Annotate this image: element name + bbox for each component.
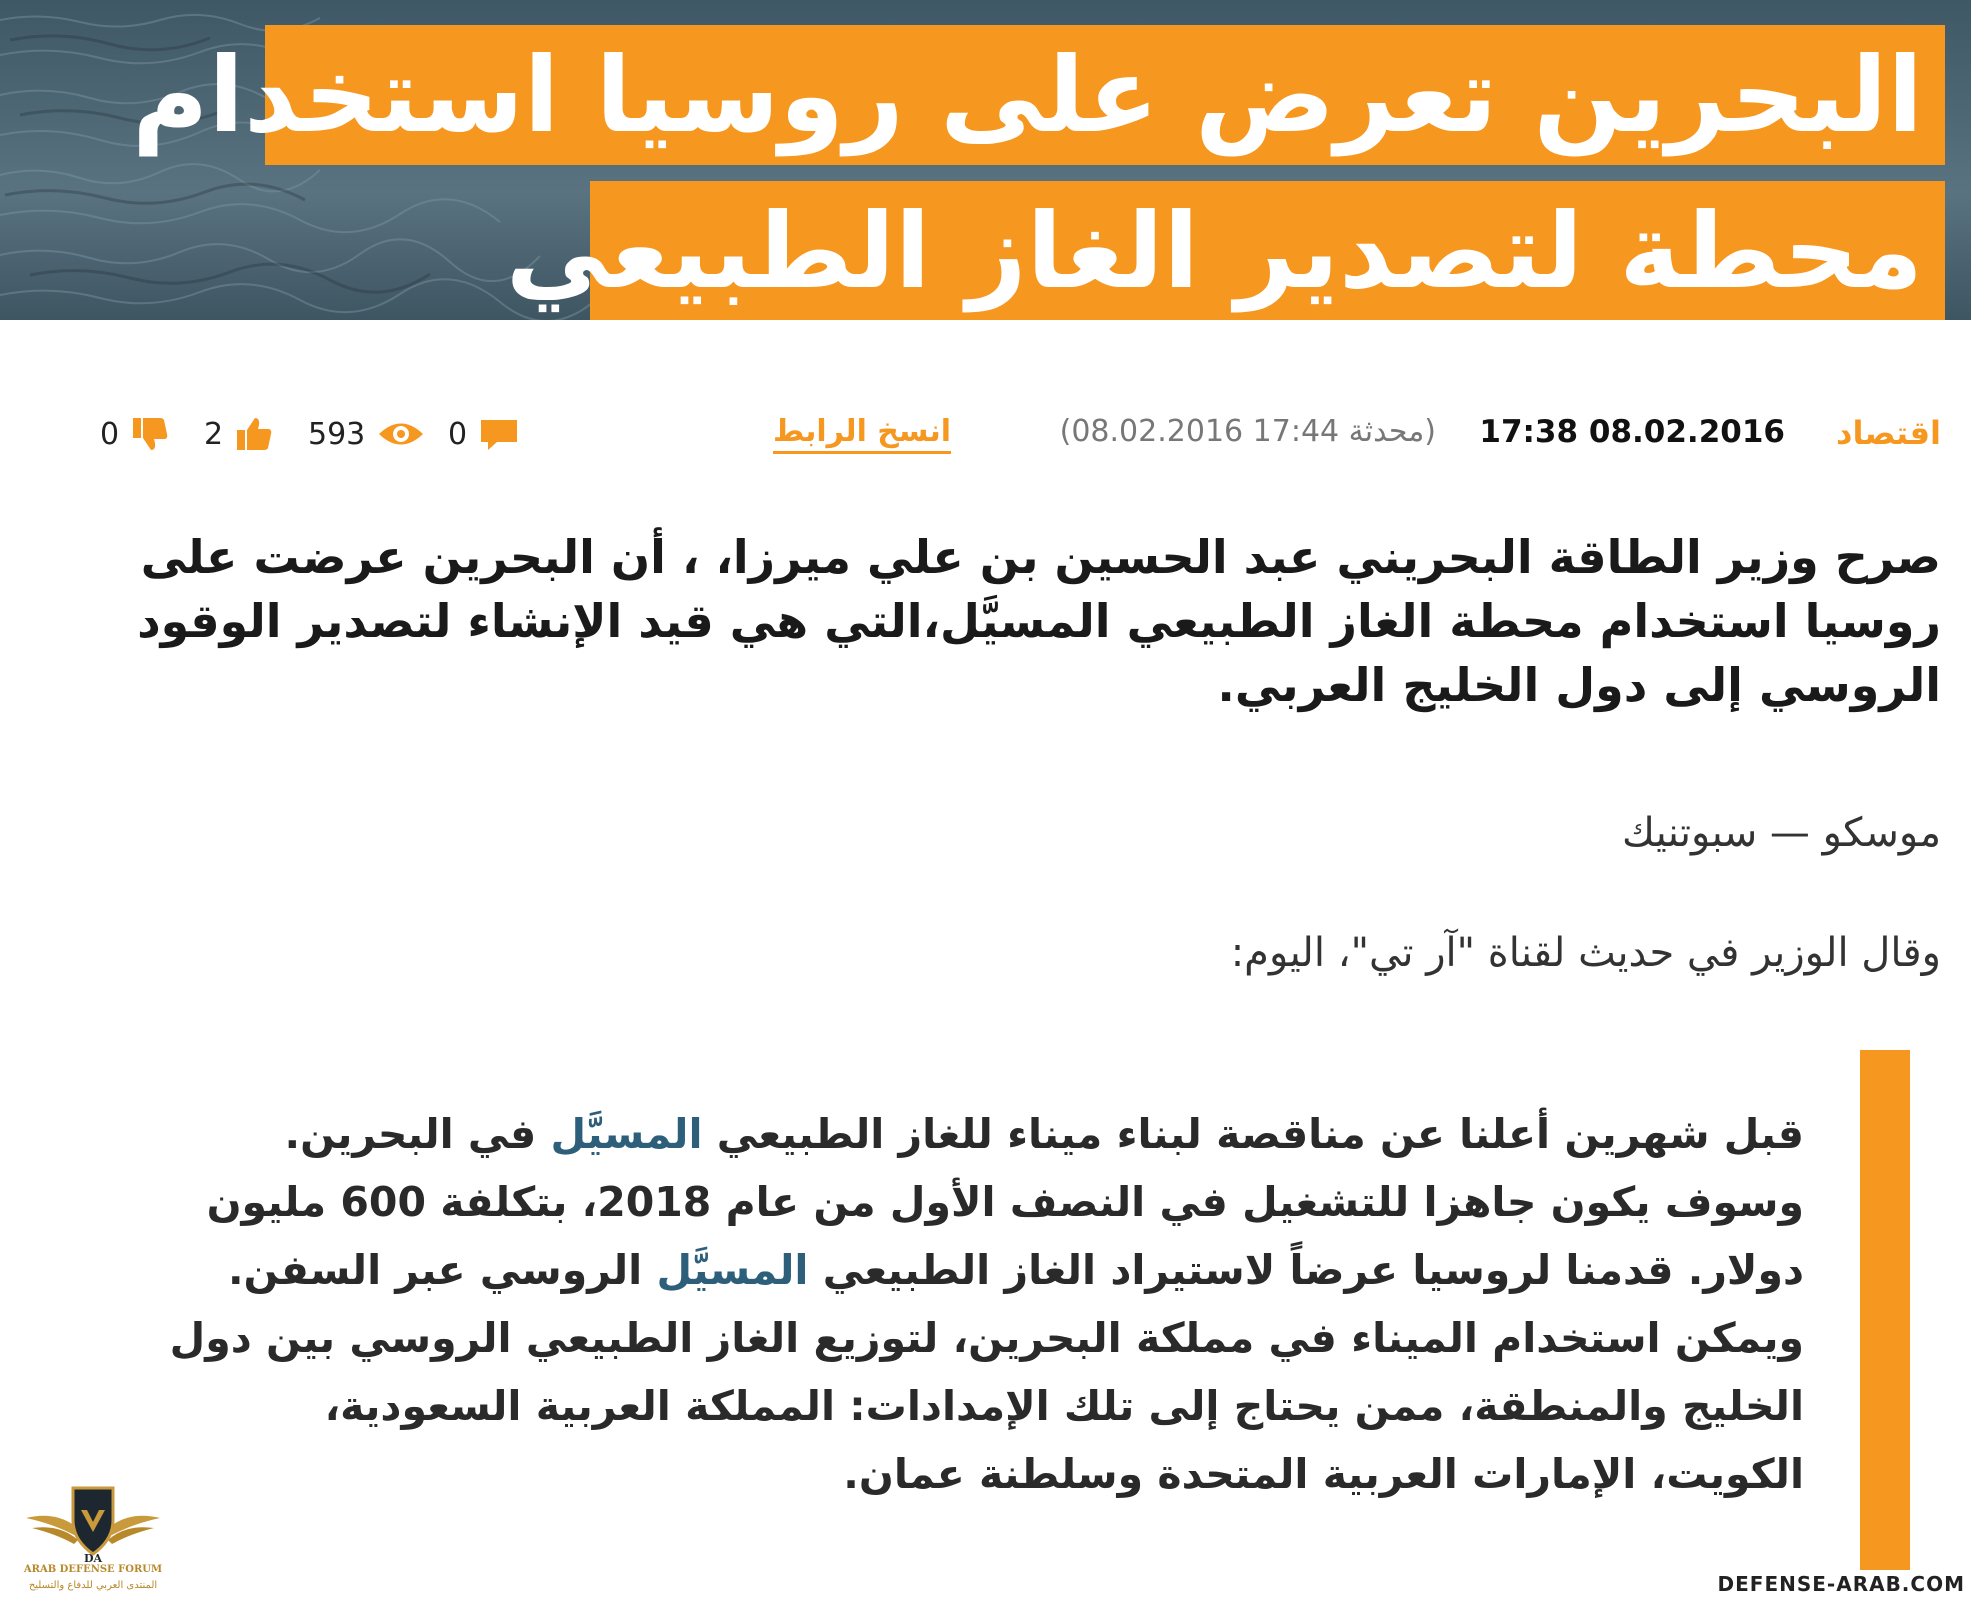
blockquote <box>164 1100 1804 1508</box>
comments-counter[interactable] <box>448 414 519 454</box>
svg-text:DA: DA <box>83 1552 103 1564</box>
article-meta-bar <box>0 400 1971 470</box>
category-link[interactable]: اقتصاد <box>1836 414 1941 452</box>
article-lead: صرح وزير الطاقة البحريني عبد الحسين بن علي ميرزا، ، أن البحرين عرضت على روسيا استخدام محطة الغاز الطبيعي المسيَّل،التي هي قيد الإنشاء لتصدير الوقود الروسي إلى دول الخليج العربي. <box>137 530 1941 712</box>
quote-text-part-1: قبل شهرين أعلنا عن مناقصة لبناء ميناء للغاز الطبيعي <box>702 1110 1804 1158</box>
thumbs-up-icon <box>235 416 273 452</box>
dateline: موسكو — سبوتنيك <box>1621 810 1941 856</box>
views-count: 593 <box>308 416 366 452</box>
lng-term-link-1[interactable]: المسيَّل <box>550 1110 703 1158</box>
logo-caption-arabic: المنتدى العربي للدفاع والتسليح <box>28 1580 158 1591</box>
hero-banner <box>0 0 1971 320</box>
likes-count: 2 <box>204 416 224 452</box>
headline-line-2: محطة لتصدير الغاز الطبيعي <box>590 181 1945 320</box>
comment-icon <box>479 416 519 452</box>
logo-caption-english: ARAB DEFENSE FORUM <box>23 1564 163 1575</box>
dislikes-counter[interactable] <box>100 414 169 454</box>
lng-term-link-2[interactable]: المسيَّل <box>656 1246 809 1294</box>
arab-defense-forum-logo <box>18 1480 168 1598</box>
quote-text-part-3: الروسي عبر السفن. ويمكن استخدام الميناء في مملكة البحرين، لتوزيع الغاز الطبيعي الروسي بين دول الخليج والمنطقة، ممن يحتاج إلى تلك الإمدادات: المملكة العربية السعودية، الكويت، الإمارات العربية المتحدة وسلطنة عمان. <box>169 1246 1804 1498</box>
quote-intro: وقال الوزير في حديث لقناة "آر تي"، اليوم: <box>1230 930 1941 976</box>
comments-count: 0 <box>448 416 468 452</box>
shield-wings-icon <box>18 1480 168 1564</box>
views-counter <box>308 414 425 454</box>
updated-date: (محدثة 17:44 08.02.2016) <box>1059 414 1436 449</box>
thumbs-down-icon <box>131 416 169 452</box>
eye-icon <box>377 419 425 449</box>
quote-text-part-2: في البحرين. وسوف يكون جاهزا للتشغيل في النصف الأول من عام 2018، بتكلفة 600 مليون دولار. قدمنا لروسيا عرضاً لاستيراد الغاز الطبيعي <box>206 1110 1804 1294</box>
quote-accent-bar <box>1860 1050 1910 1570</box>
headline-line-1: البحرين تعرض على روسيا استخدام <box>265 25 1945 165</box>
site-watermark: DEFENSE-ARAB.COM <box>1717 1572 1965 1596</box>
dislikes-count: 0 <box>100 416 120 452</box>
likes-counter[interactable] <box>204 414 273 454</box>
publish-date: 08.02.2016 17:38 <box>1479 414 1785 450</box>
copy-link-button[interactable]: انسخ الرابط <box>773 414 951 454</box>
